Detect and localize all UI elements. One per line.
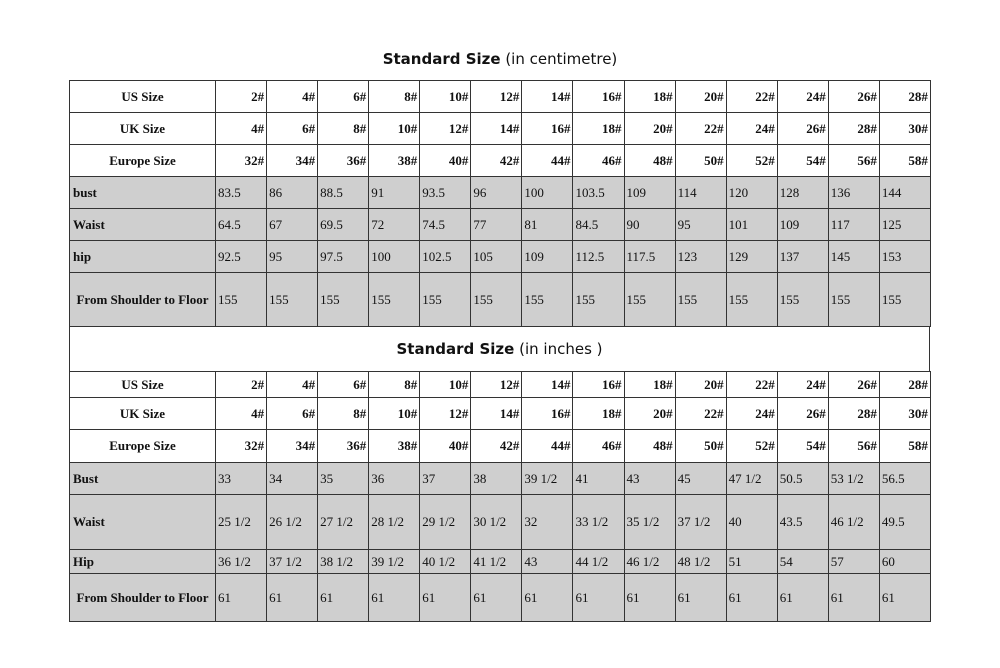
waist-cell: 29 1/2: [420, 495, 471, 550]
waist-cell: 43.5: [777, 495, 828, 550]
bust-cell: 43: [624, 463, 675, 495]
eu-size-cell: 40#: [420, 145, 471, 177]
waist-cell: 46 1/2: [828, 495, 879, 550]
waist-cell: 67: [267, 209, 318, 241]
eu-size-cell: 40#: [420, 430, 471, 463]
eu-size-cell: 50#: [675, 430, 726, 463]
uk-size-cell: 16#: [522, 398, 573, 430]
eu-size-cell: 46#: [573, 145, 624, 177]
us-size-cell: 28#: [879, 372, 930, 398]
row-label: hip: [70, 241, 216, 273]
us-size-cell: 16#: [573, 372, 624, 398]
inches-title-unit: (in inches ): [514, 340, 603, 358]
bust-row: [70, 177, 931, 209]
shoulder-cell: 155: [216, 273, 267, 327]
cm-title-unit: (in centimetre): [500, 50, 618, 68]
bust-cell: 109: [624, 177, 675, 209]
uk-size-cell: 30#: [879, 398, 930, 430]
bust-cell: 83.5: [216, 177, 267, 209]
waist-cell: 81: [522, 209, 573, 241]
inches-table-title: [69, 326, 930, 371]
uk-size-cell: 8#: [318, 398, 369, 430]
eu-size-cell: 56#: [828, 430, 879, 463]
us-size-cell: 24#: [777, 81, 828, 113]
uk-size-cell: 6#: [267, 113, 318, 145]
eu-size-cell: 48#: [624, 430, 675, 463]
uk-size-cell: 22#: [675, 398, 726, 430]
bust-cell: 120: [726, 177, 777, 209]
bust-cell: 93.5: [420, 177, 471, 209]
eu-size-cell: 52#: [726, 145, 777, 177]
hip-cell: 109: [522, 241, 573, 273]
hip-cell: 57: [828, 550, 879, 574]
row-label: From Shoulder to Floor: [70, 273, 216, 327]
waist-cell: 117: [828, 209, 879, 241]
shoulder-cell: 155: [726, 273, 777, 327]
us-size-cell: 26#: [828, 81, 879, 113]
us-size-cell: 8#: [369, 81, 420, 113]
row-label: UK Size: [70, 113, 216, 145]
us-size-cell: 4#: [267, 372, 318, 398]
shoulder-cell: 61: [828, 574, 879, 622]
bust-cell: 53 1/2: [828, 463, 879, 495]
us-size-cell: 14#: [522, 81, 573, 113]
hip-cell: 105: [471, 241, 522, 273]
us-size-cell: 6#: [318, 81, 369, 113]
uk-size-cell: 26#: [777, 398, 828, 430]
cm-title-main: Standard Size: [382, 50, 501, 68]
hip-cell: 37 1/2: [267, 550, 318, 574]
shoulder-cell: 61: [420, 574, 471, 622]
shoulder-cell: 155: [471, 273, 522, 327]
shoulder-row: [70, 273, 931, 327]
bust-cell: 38: [471, 463, 522, 495]
hip-cell: 97.5: [318, 241, 369, 273]
inches-size-table: [69, 371, 931, 622]
us-size-cell: 22#: [726, 81, 777, 113]
uk-size-cell: 28#: [828, 398, 879, 430]
uk-size-cell: 14#: [471, 113, 522, 145]
uk-size-cell: 20#: [624, 398, 675, 430]
eu-size-cell: 32#: [216, 145, 267, 177]
hip-cell: 123: [675, 241, 726, 273]
waist-cell: 32: [522, 495, 573, 550]
uk-size-cell: 4#: [216, 113, 267, 145]
us-size-row: [70, 372, 931, 398]
shoulder-cell: 61: [369, 574, 420, 622]
us-size-row: [70, 81, 931, 113]
row-label: Bust: [70, 463, 216, 495]
waist-cell: 27 1/2: [318, 495, 369, 550]
shoulder-cell: 61: [522, 574, 573, 622]
eu-size-cell: 36#: [318, 430, 369, 463]
eu-size-cell: 48#: [624, 145, 675, 177]
hip-cell: 54: [777, 550, 828, 574]
row-label: Europe Size: [70, 145, 216, 177]
bust-cell: 45: [675, 463, 726, 495]
hip-cell: 40 1/2: [420, 550, 471, 574]
us-size-cell: 26#: [828, 372, 879, 398]
shoulder-cell: 155: [573, 273, 624, 327]
us-size-cell: 6#: [318, 372, 369, 398]
cm-table-title: [0, 50, 1000, 68]
uk-size-row: [70, 113, 931, 145]
eu-size-cell: 54#: [777, 145, 828, 177]
uk-size-cell: 16#: [522, 113, 573, 145]
eu-size-cell: 46#: [573, 430, 624, 463]
eu-size-cell: 36#: [318, 145, 369, 177]
us-size-cell: 2#: [216, 372, 267, 398]
shoulder-cell: 155: [777, 273, 828, 327]
waist-cell: 40: [726, 495, 777, 550]
waist-cell: 35 1/2: [624, 495, 675, 550]
waist-cell: 33 1/2: [573, 495, 624, 550]
uk-size-cell: 4#: [216, 398, 267, 430]
waist-cell: 37 1/2: [675, 495, 726, 550]
bust-cell: 128: [777, 177, 828, 209]
uk-size-cell: 24#: [726, 398, 777, 430]
hip-cell: 145: [828, 241, 879, 273]
hip-cell: 44 1/2: [573, 550, 624, 574]
row-label: Waist: [70, 209, 216, 241]
eu-size-cell: 42#: [471, 430, 522, 463]
uk-size-cell: 6#: [267, 398, 318, 430]
uk-size-cell: 18#: [573, 113, 624, 145]
inches-title-main: Standard Size: [396, 340, 515, 358]
uk-size-cell: 30#: [879, 113, 930, 145]
waist-cell: 69.5: [318, 209, 369, 241]
eu-size-cell: 42#: [471, 145, 522, 177]
hip-cell: 43: [522, 550, 573, 574]
row-label: Hip: [70, 550, 216, 574]
bust-cell: 136: [828, 177, 879, 209]
row-label: UK Size: [70, 398, 216, 430]
shoulder-cell: 155: [675, 273, 726, 327]
bust-cell: 39 1/2: [522, 463, 573, 495]
waist-cell: 64.5: [216, 209, 267, 241]
bust-cell: 33: [216, 463, 267, 495]
hip-cell: 112.5: [573, 241, 624, 273]
shoulder-cell: 155: [267, 273, 318, 327]
waist-cell: 95: [675, 209, 726, 241]
shoulder-cell: 155: [318, 273, 369, 327]
waist-cell: 26 1/2: [267, 495, 318, 550]
uk-size-cell: 10#: [369, 398, 420, 430]
uk-size-cell: 12#: [420, 113, 471, 145]
shoulder-cell: 61: [573, 574, 624, 622]
hip-cell: 102.5: [420, 241, 471, 273]
us-size-cell: 2#: [216, 81, 267, 113]
eu-size-cell: 44#: [522, 430, 573, 463]
waist-cell: 77: [471, 209, 522, 241]
bust-cell: 86: [267, 177, 318, 209]
bust-cell: 56.5: [879, 463, 930, 495]
shoulder-cell: 155: [420, 273, 471, 327]
uk-size-cell: 18#: [573, 398, 624, 430]
waist-row: [70, 495, 931, 550]
hip-cell: 137: [777, 241, 828, 273]
shoulder-cell: 155: [522, 273, 573, 327]
waist-cell: 84.5: [573, 209, 624, 241]
hip-cell: 39 1/2: [369, 550, 420, 574]
us-size-cell: 24#: [777, 372, 828, 398]
bust-cell: 103.5: [573, 177, 624, 209]
waist-cell: 109: [777, 209, 828, 241]
us-size-cell: 10#: [420, 372, 471, 398]
cm-size-table: [69, 80, 931, 327]
row-label: US Size: [70, 81, 216, 113]
hip-cell: 153: [879, 241, 930, 273]
eu-size-cell: 58#: [879, 145, 930, 177]
shoulder-row: [70, 574, 931, 622]
uk-size-cell: 12#: [420, 398, 471, 430]
us-size-cell: 18#: [624, 372, 675, 398]
us-size-cell: 22#: [726, 372, 777, 398]
waist-cell: 101: [726, 209, 777, 241]
shoulder-cell: 61: [879, 574, 930, 622]
hip-cell: 95: [267, 241, 318, 273]
shoulder-cell: 61: [624, 574, 675, 622]
hip-row: [70, 550, 931, 574]
us-size-cell: 18#: [624, 81, 675, 113]
waist-cell: 125: [879, 209, 930, 241]
eu-size-cell: 56#: [828, 145, 879, 177]
hip-cell: 36 1/2: [216, 550, 267, 574]
uk-size-cell: 10#: [369, 113, 420, 145]
us-size-cell: 12#: [471, 372, 522, 398]
shoulder-cell: 61: [267, 574, 318, 622]
eu-size-cell: 44#: [522, 145, 573, 177]
hip-cell: 38 1/2: [318, 550, 369, 574]
waist-cell: 90: [624, 209, 675, 241]
shoulder-cell: 155: [828, 273, 879, 327]
waist-cell: 25 1/2: [216, 495, 267, 550]
bust-cell: 35: [318, 463, 369, 495]
eu-size-row: [70, 145, 931, 177]
row-label: Europe Size: [70, 430, 216, 463]
bust-cell: 41: [573, 463, 624, 495]
eu-size-cell: 32#: [216, 430, 267, 463]
uk-size-cell: 26#: [777, 113, 828, 145]
hip-cell: 48 1/2: [675, 550, 726, 574]
hip-cell: 100: [369, 241, 420, 273]
us-size-cell: 20#: [675, 81, 726, 113]
uk-size-row: [70, 398, 931, 430]
us-size-cell: 20#: [675, 372, 726, 398]
us-size-cell: 28#: [879, 81, 930, 113]
eu-size-cell: 52#: [726, 430, 777, 463]
hip-cell: 92.5: [216, 241, 267, 273]
row-label: From Shoulder to Floor: [70, 574, 216, 622]
shoulder-cell: 155: [369, 273, 420, 327]
bust-row: [70, 463, 931, 495]
shoulder-cell: 61: [216, 574, 267, 622]
eu-size-cell: 34#: [267, 145, 318, 177]
waist-cell: 72: [369, 209, 420, 241]
waist-cell: 74.5: [420, 209, 471, 241]
waist-row: [70, 209, 931, 241]
eu-size-cell: 34#: [267, 430, 318, 463]
eu-size-cell: 38#: [369, 145, 420, 177]
row-label: Waist: [70, 495, 216, 550]
shoulder-cell: 61: [675, 574, 726, 622]
row-label: US Size: [70, 372, 216, 398]
shoulder-cell: 155: [879, 273, 930, 327]
hip-cell: 117.5: [624, 241, 675, 273]
eu-size-cell: 38#: [369, 430, 420, 463]
waist-cell: 30 1/2: [471, 495, 522, 550]
uk-size-cell: 28#: [828, 113, 879, 145]
bust-cell: 100: [522, 177, 573, 209]
waist-cell: 49.5: [879, 495, 930, 550]
hip-cell: 46 1/2: [624, 550, 675, 574]
bust-cell: 114: [675, 177, 726, 209]
us-size-cell: 10#: [420, 81, 471, 113]
bust-cell: 47 1/2: [726, 463, 777, 495]
shoulder-cell: 61: [777, 574, 828, 622]
bust-cell: 88.5: [318, 177, 369, 209]
shoulder-cell: 155: [624, 273, 675, 327]
uk-size-cell: 22#: [675, 113, 726, 145]
eu-size-cell: 58#: [879, 430, 930, 463]
hip-cell: 129: [726, 241, 777, 273]
bust-cell: 37: [420, 463, 471, 495]
hip-cell: 60: [879, 550, 930, 574]
eu-size-cell: 50#: [675, 145, 726, 177]
bust-cell: 50.5: [777, 463, 828, 495]
us-size-cell: 16#: [573, 81, 624, 113]
shoulder-cell: 61: [318, 574, 369, 622]
hip-cell: 51: [726, 550, 777, 574]
uk-size-cell: 8#: [318, 113, 369, 145]
waist-cell: 28 1/2: [369, 495, 420, 550]
shoulder-cell: 61: [726, 574, 777, 622]
eu-size-cell: 54#: [777, 430, 828, 463]
row-label: bust: [70, 177, 216, 209]
shoulder-cell: 61: [471, 574, 522, 622]
bust-cell: 91: [369, 177, 420, 209]
uk-size-cell: 24#: [726, 113, 777, 145]
us-size-cell: 8#: [369, 372, 420, 398]
bust-cell: 36: [369, 463, 420, 495]
eu-size-row: [70, 430, 931, 463]
hip-cell: 41 1/2: [471, 550, 522, 574]
uk-size-cell: 20#: [624, 113, 675, 145]
bust-cell: 144: [879, 177, 930, 209]
hip-row: [70, 241, 931, 273]
bust-cell: 96: [471, 177, 522, 209]
us-size-cell: 12#: [471, 81, 522, 113]
us-size-cell: 14#: [522, 372, 573, 398]
us-size-cell: 4#: [267, 81, 318, 113]
bust-cell: 34: [267, 463, 318, 495]
uk-size-cell: 14#: [471, 398, 522, 430]
